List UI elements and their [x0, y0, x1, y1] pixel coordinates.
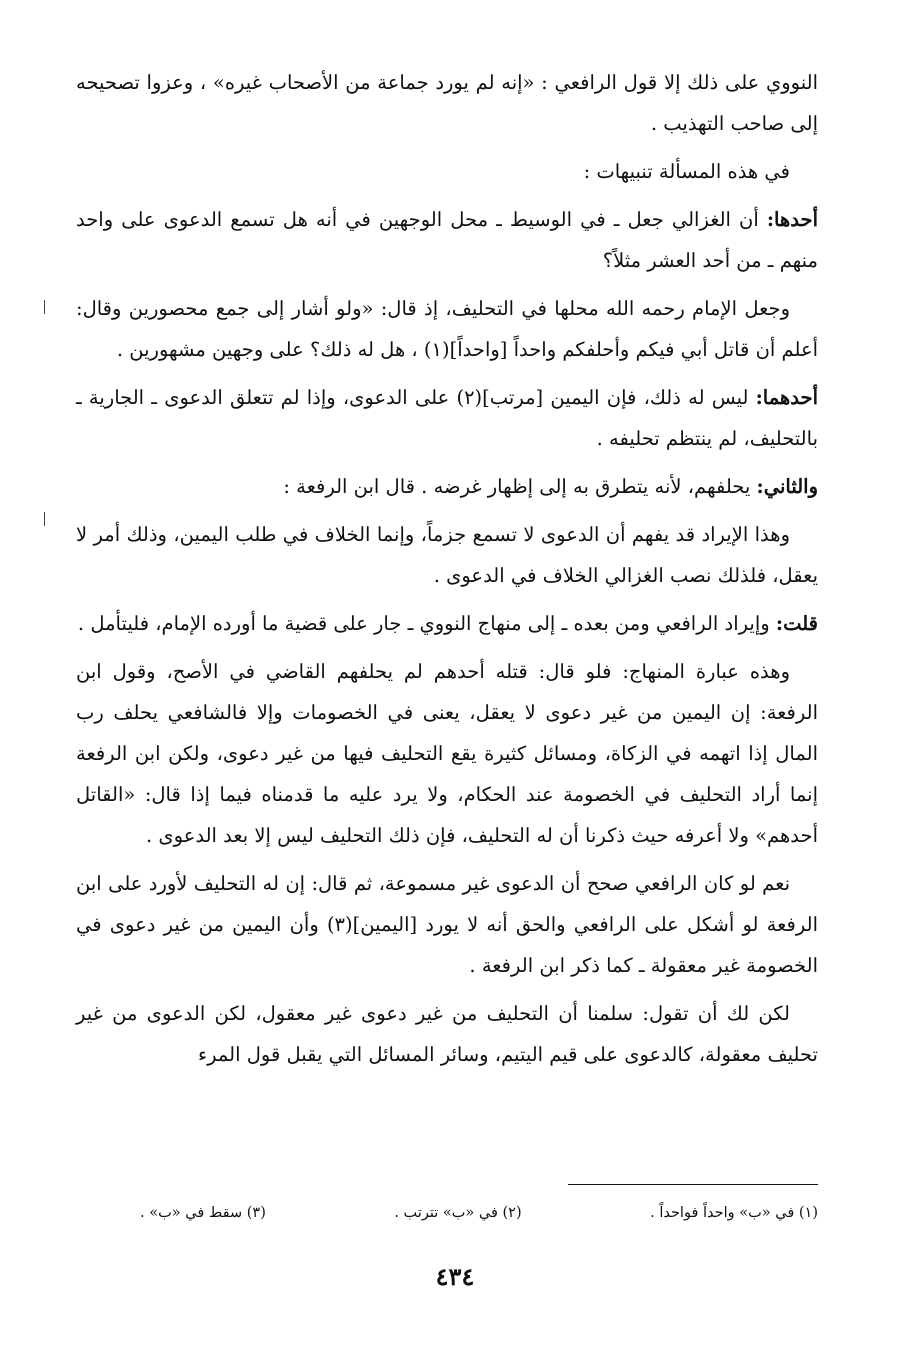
margin-mark: [44, 300, 45, 314]
margin-mark: [44, 512, 45, 526]
footnote-2: (٢) في «ب» تترتب .: [394, 1205, 522, 1221]
footnotes: [140, 1198, 818, 1228]
footnote-separator: [568, 1184, 818, 1185]
paragraph-text: النووي على ذلك إلا قول الرافعي : «إنه لم يورد جماعة من الأصحاب غيره» ، وعزوا تصحيحه إلى صاحب التهذيب .: [76, 71, 818, 135]
main-text: [76, 62, 818, 1082]
paragraph-10: [76, 863, 818, 986]
paragraph-lead: قلت:: [775, 612, 818, 635]
paragraph-2: [76, 151, 818, 192]
paragraph-text: وجعل الإمام رحمه الله محلها في التحليف، إذ قال: «ولو أشار إلى جمع محصورين وقال: أعلم أن قاتل أبي فيكم وأحلفكم واحداً [واحداً](١) ، هل له ذلك؟ على وجهين مشهورين .: [76, 297, 818, 361]
paragraph-9: [76, 651, 818, 856]
paragraph-6: [76, 466, 818, 507]
footnote-1: (١) في «ب» واحداً فواحداً .: [650, 1205, 818, 1221]
paragraph-1: [76, 62, 818, 144]
paragraph-text: ليس له ذلك، فإن اليمين [مرتب](٢) على الدعوى، وإذا لم تتعلق الدعوى ـ الجارية ـ بالتحليف، لم ينتظم تحليفه .: [76, 386, 818, 450]
paragraph-11: [76, 993, 818, 1075]
paragraph-text: في هذه المسألة تنبيهات :: [583, 160, 790, 183]
paragraph-text: وإيراد الرافعي ومن بعده ـ إلى منهاج النووي ـ جار على قضية ما أورده الإمام، فليتأمل .: [77, 612, 776, 635]
paragraph-5: [76, 377, 818, 459]
paragraph-text: وهذه عبارة المنهاج: فلو قال: قتله أحدهم لم يحلفهم القاضي في الأصح، وقول ابن الرفعة: إن اليمين من غير دعوى لا يعقل، يعنى في الخصومات وإلا فالشافعي يحلف رب المال إذا اتهمه في الزكاة، ومسائل كثيرة يقع التحليف فيها من غير دعوى، ولكن ابن الرفعة إنما أراد التحليف في الخصومة عند الحكام، ولا يرد عليه ما قدمناه فيما إذا قال: «القاتل أحدهم» ولا أعرفه حيث ذكرنا أن له التحليف، فإن ذلك التحليف ليس إلا بعد الدعوى .: [76, 660, 818, 847]
paragraph-text: نعم لو كان الرافعي صحح أن الدعوى غير مسموعة، ثم قال: إن له التحليف لأورد على ابن الرفعة لو أشكل على الرافعي والحق أنه لا يورد [اليمين](٣) وأن اليمين من غير دعوى في الخصومة غير معقولة ـ كما ذكر ابن الرفعة .: [76, 872, 818, 977]
paragraph-8: [76, 603, 818, 644]
paragraph-lead: أحدهما:: [755, 386, 818, 409]
page-number: ٤٣٤: [435, 1262, 475, 1291]
paragraph-lead: أحدها:: [766, 208, 818, 231]
paragraph-text: يحلفهم، لأنه يتطرق به إلى إظهار غرضه . قال ابن الرفعة :: [283, 475, 757, 498]
paragraph-3: [76, 199, 818, 281]
paragraph-7: [76, 514, 818, 596]
footnote-3: (٣) سقط في «ب» .: [140, 1205, 266, 1221]
paragraph-lead: والثاني:: [756, 475, 818, 498]
paragraph-4: [76, 288, 818, 370]
paragraph-text: لكن لك أن تقول: سلمنا أن التحليف من غير دعوى غير معقول، لكن الدعوى من غير تحليف معقولة، كالدعوى على قيم اليتيم، وسائر المسائل التي يقبل قول المرء: [76, 1002, 818, 1066]
paragraph-text: أن الغزالي جعل ـ في الوسيط ـ محل الوجهين في أنه هل تسمع الدعوى على واحد منهم ـ من أحد العشر مثلاً؟: [76, 208, 818, 272]
paragraph-text: وهذا الإيراد قد يفهم أن الدعوى لا تسمع جزماً، وإنما الخلاف في طلب اليمين، وذلك أمر لا يعقل، فلذلك نصب الغزالي الخلاف في الدعوى .: [76, 523, 818, 587]
